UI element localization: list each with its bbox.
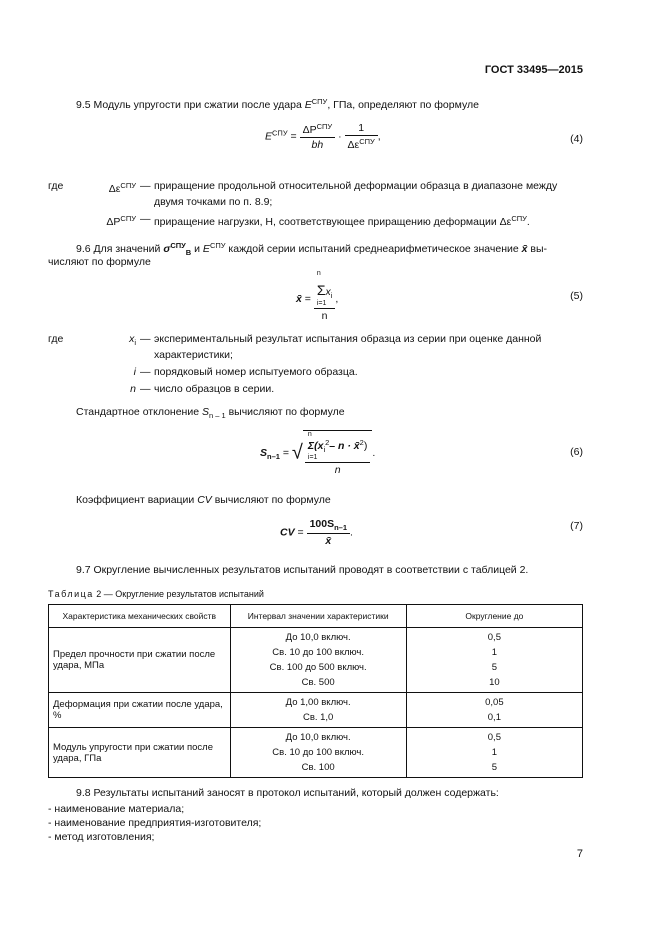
section-9-5-intro: 9.5 Модуль упругости при сжатии после удара $E^{СПУ}$, ГПа, определяют по формуле: [76, 97, 479, 111]
fraction-mean: n $\Sigma x_i$ i=1 n: [314, 276, 336, 322]
definition-row: где $\Delta\varepsilon^{СПУ}$ — приращение продольной относительной деформации образца в диапазоне между двумя точками по п. 8.9;: [48, 180, 558, 208]
rounding-table: [48, 604, 583, 778]
equation-number-4: (4): [570, 133, 583, 145]
table-header-row: [49, 605, 583, 628]
definitions-4: [48, 178, 583, 231]
property-cell: Модуль упругости при сжатии после удара, ГПа: [49, 728, 231, 778]
rounding-cell: 0,5 1 5 10: [406, 628, 582, 693]
list-item: - наименование предприятия-изготовителя;: [48, 817, 262, 829]
document-code: ГОСТ 33495—2015: [484, 64, 583, 76]
definition-row: где $x_i$ — экспериментальный результат испытания образца из серии при оценке данной характеристики;: [48, 333, 542, 361]
table-row: [49, 728, 583, 778]
formula-7: CV = $\frac{100S_{n-1}}{x̄}$ .: [280, 518, 353, 547]
definition-row: n — число образцов в серии.: [130, 383, 275, 395]
formula-5: x̄ = n $\Sigma x_i$ i=1 n ,: [296, 270, 339, 322]
definition-row: i — порядковый номер испытуемого образца.: [133, 366, 358, 378]
column-header: Интервал значении характеристики: [230, 605, 406, 628]
definitions-5: [48, 331, 583, 398]
table-caption: Таблица 2 — Округление результатов испытаний: [48, 589, 264, 599]
cv-intro: Коэффициент вариации CV вычисляют по формуле: [76, 494, 331, 506]
equation-number-5: (5): [570, 290, 583, 302]
table-row: [49, 628, 583, 693]
equation-number-7: (7): [570, 520, 583, 532]
fraction-one-de: $\frac{1}{\Delta\varepsilon^{СПУ}}$: [345, 122, 378, 151]
section-9-8: 9.8 Результаты испытаний заносят в протокол испытаний, который должен содержать:: [76, 787, 499, 799]
column-header: Характеристика механических свойств: [49, 605, 231, 628]
section-9-7: 9.7 Округление вычисленных результатов испытаний проводят в соответствии с таблицей 2.: [76, 564, 529, 576]
table-row: [49, 693, 583, 728]
definition-row: $\Delta P^{СПУ}$ — приращение нагрузки, Н, соответствующее приращению деформации $\Delta\varepsilon^{СПУ}$.: [106, 213, 530, 228]
list-item: - метод изготовления;: [48, 831, 155, 843]
formula-4: $E^{СПУ}$ = $\frac{\Delta P^{СПУ}}{bh}$ · $\frac{1}{\Delta\varepsilon^{СПУ}}$ ,: [265, 122, 381, 151]
rounding-cell: 0,5 1 5: [406, 728, 582, 778]
column-header: Округление до: [406, 605, 582, 628]
section-9-6-intro-cont: числяют по формуле: [48, 256, 151, 268]
fraction-dp-bh: $\frac{\Delta P^{СПУ}}{bh}$: [300, 122, 336, 151]
list-item: - наименование материала;: [48, 803, 185, 815]
rounding-cell: 0,05 0,1: [406, 693, 582, 728]
page-number: 7: [576, 848, 583, 860]
std-deviation-intro: Стандартное отклонение $S_{n - 1}$ вычисляют по формуле: [76, 406, 345, 420]
interval-cell: До 1,00 включ. Св. 1,0: [230, 693, 406, 728]
interval-cell: До 10,0 включ. Св. 10 до 100 включ. Св. 100 до 500 включ. Св. 500: [230, 628, 406, 693]
fraction-std: n $\Sigma(x_i^2-$ n · x̄$^2$) i=1 n: [305, 431, 370, 476]
interval-cell: До 10,0 включ. Св. 10 до 100 включ. Св. 100: [230, 728, 406, 778]
property-cell: Деформация при сжатии после удара, %: [49, 693, 231, 728]
formula-6: $S_{n-1}$ = √ n $\Sigma(x_i^2-$ n · x̄$^2$) i=1 n .: [260, 431, 376, 476]
fraction-cv: $\frac{100S_{n-1}}{x̄}$: [307, 518, 350, 547]
equation-number-6: (6): [570, 446, 583, 458]
property-cell: Предел прочности при сжатии после удара, МПа: [49, 628, 231, 693]
section-9-6-intro: 9.6 Для значений $\sigma^{СПУ}_В$ и $E^{СПУ}$ каждой серии испытаний среднеарифметическое значение x̄ вы-: [76, 241, 548, 257]
